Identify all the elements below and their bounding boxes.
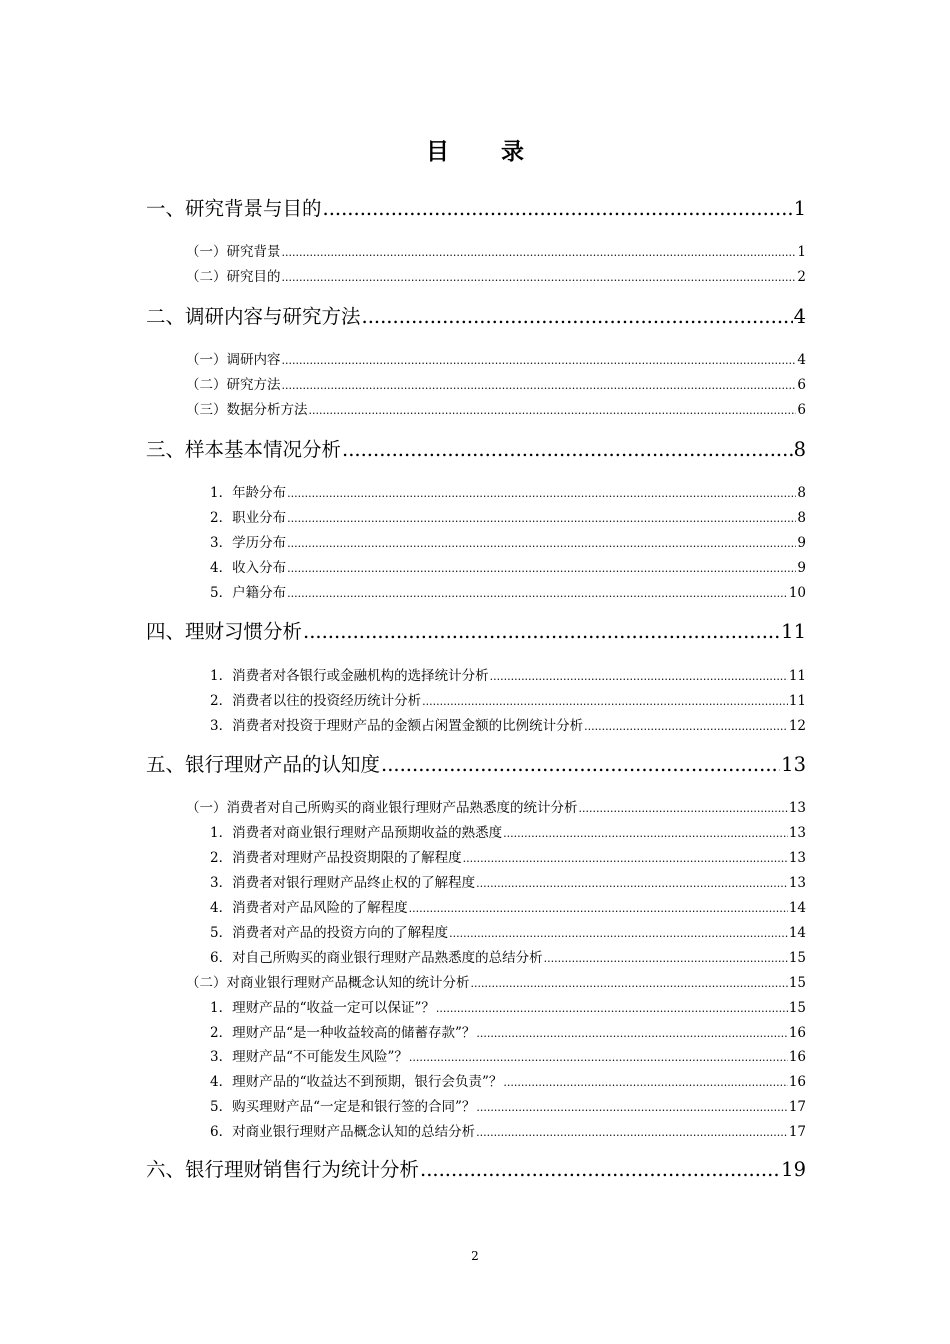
toc-leader [287,583,788,605]
toc-entry-label: 3．消费者对投资于理财产品的金额占闲置金额的比例统计分析 [210,718,584,734]
toc-entry-item[interactable] [210,822,806,844]
toc-entry-page: 12 [788,718,806,734]
toc-entry-item[interactable] [210,715,806,737]
toc-leader [309,400,797,422]
toc-entry-label: 2．理财产品“是一种收益较高的储蓄存款”？ [210,1025,476,1041]
toc-leader [476,873,788,895]
toc-leader [471,973,788,995]
toc-entry-section-5[interactable] [146,751,806,779]
toc-entry-item[interactable] [210,1046,806,1068]
toc-entry-page: 1 [793,197,806,220]
toc-entry-item[interactable] [210,557,806,579]
toc-entry-subsection[interactable] [186,374,806,396]
toc-leader [436,998,788,1020]
toc-entry-item[interactable] [210,847,806,869]
toc-entry-label: 2．职业分布 [210,510,287,526]
toc-entry-label: （三）数据分析方法 [186,402,308,418]
toc-entry-item[interactable] [210,1022,806,1044]
toc-entry-page: 6 [797,377,806,393]
toc-entry-label: 4．理财产品的“收益达不到预期，银行会负责”？ [210,1074,503,1090]
toc-entry-label: （一）研究背景 [186,244,281,260]
toc-entry-page: 8 [797,510,806,526]
toc-entry-label: （二）研究目的 [186,269,281,285]
toc-entry-section-3[interactable] [146,436,806,464]
toc-entry-item[interactable] [210,582,806,604]
toc-entry-item[interactable] [210,665,806,687]
toc-entry-label: 五、银行理财产品的认知度 [146,753,381,776]
toc-entry-label: 2．消费者对理财产品投资期限的了解程度 [210,850,462,866]
toc-entry-page: 13 [788,850,806,866]
toc-leader [476,1097,787,1119]
toc-entry-page: 15 [788,975,806,991]
toc-entry-label: 1．理财产品的“收益一定可以保证”？ [210,1000,435,1016]
toc-entry-page: 13 [781,753,806,776]
toc-entry-page: 13 [788,875,806,891]
toc-entry-item[interactable] [210,997,806,1019]
toc-entry-label: 3．消费者对银行理财产品终止权的了解程度 [210,875,476,891]
toc-entry-subsection[interactable] [186,972,806,994]
toc-leader [476,1023,787,1045]
toc-entry-subsection[interactable] [186,797,806,819]
toc-entry-item[interactable] [210,897,806,919]
toc-entry-subsection[interactable] [186,399,806,421]
toc-entry-page: 17 [788,1099,806,1115]
toc-entry-section-6[interactable] [146,1156,806,1184]
toc-leader [282,267,797,289]
toc-entry-section-4[interactable] [146,618,806,646]
toc-entry-page: 13 [788,825,806,841]
toc-entry-page: 11 [788,693,806,709]
toc-entry-subsection[interactable] [186,241,806,263]
toc-entry-subsection[interactable] [186,349,806,371]
toc-entry-item[interactable] [210,532,806,554]
toc-leader [282,350,797,372]
toc-entry-label: 5．户籍分布 [210,585,287,601]
toc-entry-page: 15 [788,950,806,966]
toc-entry-page: 14 [788,900,806,916]
toc-entry-page: 2 [797,269,806,285]
toc-entry-label: 四、理财习惯分析 [146,620,303,643]
toc-entry-page: 10 [788,585,806,601]
toc-entry-page: 4 [793,305,806,328]
toc-leader [503,823,788,845]
toc-entry-page: 8 [793,438,806,461]
toc-leader [579,798,788,820]
toc-leader [342,436,793,464]
toc-leader [362,303,793,331]
toc-entry-label: （二）研究方法 [186,377,281,393]
toc-entry-label: 1．消费者对各银行或金融机构的选择统计分析 [210,668,489,684]
toc-leader [409,1047,788,1069]
toc-leader [544,948,788,970]
toc-leader [476,1122,788,1144]
toc-title: 目 录 [425,138,546,165]
toc-leader [490,666,788,688]
toc-entry-item[interactable] [210,482,806,504]
toc-entry-label: 5．消费者对产品的投资方向的了解程度 [210,925,449,941]
toc-entry-page: 11 [788,668,806,684]
toc-entry-label: （二）对商业银行理财产品概念认知的统计分析 [186,975,470,991]
toc-leader [463,848,788,870]
toc-leader [287,483,796,505]
toc-entry-item[interactable] [210,690,806,712]
toc-entry-page: 19 [781,1158,806,1181]
toc-entry-page: 16 [788,1025,806,1041]
toc-entry-section-1[interactable] [146,195,806,223]
toc-entry-section-2[interactable] [146,303,806,331]
toc-entry-label: 3．学历分布 [210,535,287,551]
toc-entry-label: 6．对商业银行理财产品概念认知的总结分析 [210,1124,476,1140]
toc-entry-label: 2．消费者以往的投资经历统计分析 [210,693,422,709]
toc-entry-label: 1．消费者对商业银行理财产品预期收益的熟悉度 [210,825,503,841]
toc-entry-item[interactable] [210,872,806,894]
toc-entry-label: 二、调研内容与研究方法 [146,305,361,328]
toc-entry-page: 9 [797,560,806,576]
toc-leader [409,898,788,920]
toc-entry-label: 5．购买理财产品“一定是和银行签的合同”？ [210,1099,476,1115]
toc-entry-label: 六、银行理财销售行为统计分析 [146,1158,420,1181]
toc-leader [287,558,796,580]
toc-entry-item[interactable] [210,947,806,969]
toc-leader [584,716,788,738]
toc-entry-page: 4 [797,352,806,368]
toc-leader [287,533,796,555]
toc-leader [303,618,780,646]
toc-leader [422,691,788,713]
toc-entry-label: 6．对自己所购买的商业银行理财产品熟悉度的总结分析 [210,950,543,966]
toc-leader [503,1072,787,1094]
toc-entry-label: 三、样本基本情况分析 [146,438,342,461]
toc-entry-page: 9 [797,535,806,551]
toc-entry-item[interactable] [210,507,806,529]
toc-entry-item[interactable] [210,1071,806,1093]
toc-entry-label: 1．年龄分布 [210,485,287,501]
toc-leader [323,195,793,223]
toc-entry-page: 11 [781,620,806,643]
toc-leader [420,1156,780,1184]
toc-entry-page: 14 [788,925,806,941]
toc-leader [381,751,780,779]
toc-entry-label: 一、研究背景与目的 [146,197,322,220]
page-number: 2 [471,1249,479,1263]
toc-entry-page: 8 [797,485,806,501]
toc-entry-page: 6 [797,402,806,418]
toc-leader [282,242,797,264]
toc-entry-item[interactable] [210,922,806,944]
toc-entry-page: 17 [788,1124,806,1140]
toc-entry-item[interactable] [210,1121,806,1143]
toc-entry-label: 3．理财产品“不可能发生风险”？ [210,1049,408,1065]
toc-entry-item[interactable] [210,1096,806,1118]
toc-entry-subsection[interactable] [186,266,806,288]
toc-leader [287,508,796,530]
toc-entry-label: 4．收入分布 [210,560,287,576]
toc-entry-label: （一）调研内容 [186,352,281,368]
toc-entry-page: 15 [788,1000,806,1016]
toc-leader [449,923,788,945]
toc-entry-page: 1 [797,244,806,260]
toc-entry-label: 4．消费者对产品风险的了解程度 [210,900,408,916]
toc-entry-label: （一）消费者对自己所购买的商业银行理财产品熟悉度的统计分析 [186,800,578,816]
toc-entry-page: 16 [788,1049,806,1065]
toc-entry-page: 16 [788,1074,806,1090]
toc-entry-page: 13 [788,800,806,816]
toc-leader [282,375,797,397]
